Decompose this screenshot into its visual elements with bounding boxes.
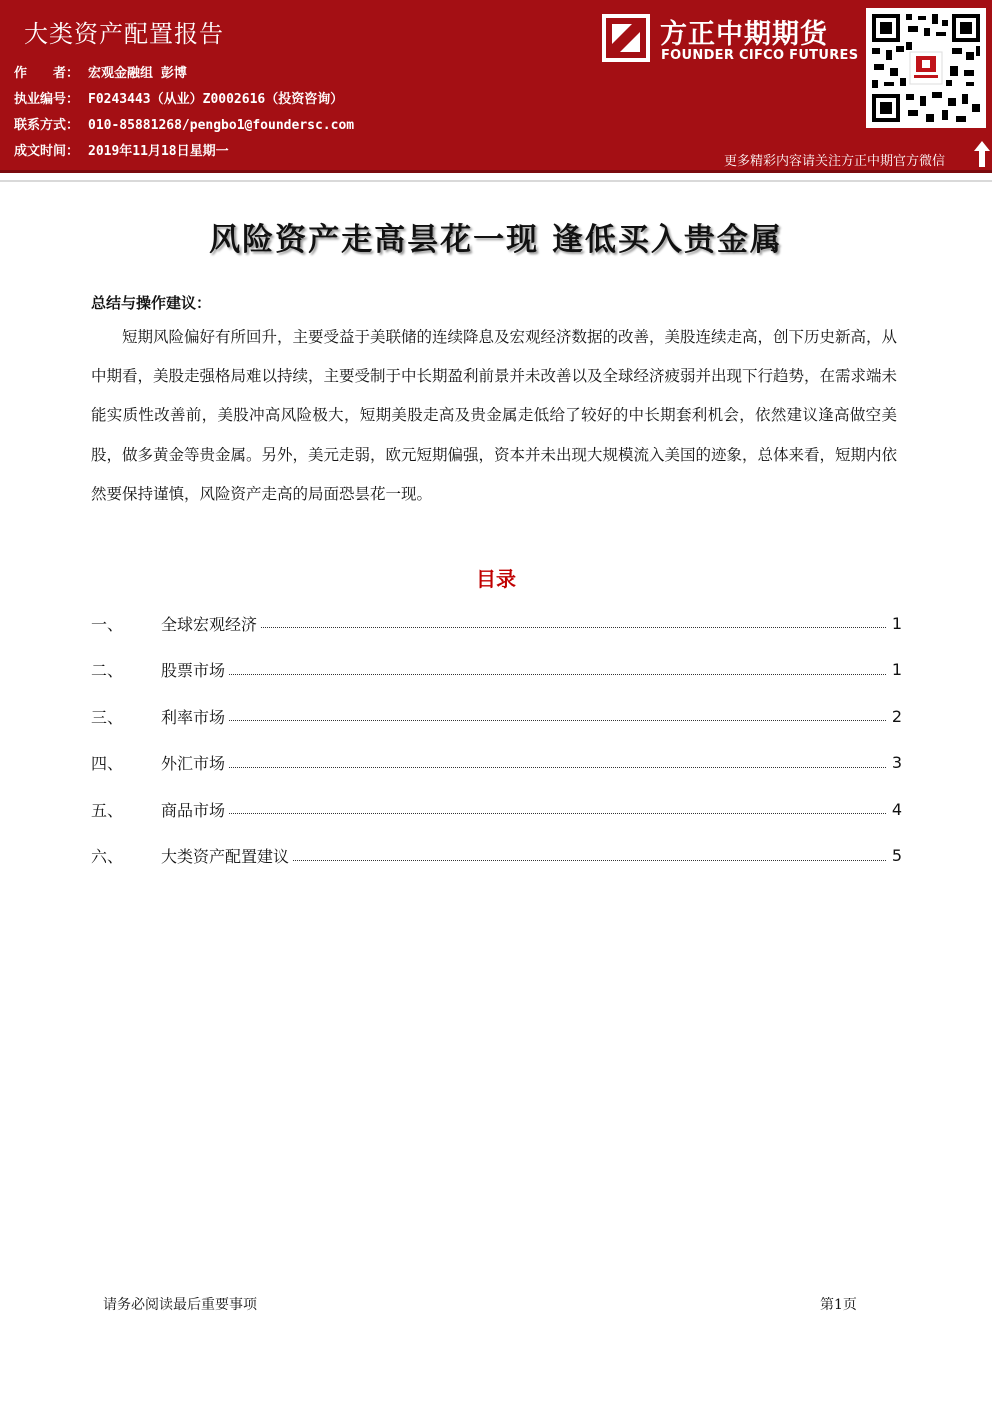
toc-item[interactable] [91, 833, 902, 880]
summary-heading: 总结与操作建议： [91, 294, 212, 312]
meta-key: 联系方式： [14, 118, 80, 133]
qr-code-icon [866, 8, 986, 128]
toc-page: 5 [891, 846, 902, 866]
toc-leader [261, 626, 886, 628]
arrow-up-icon [973, 140, 991, 168]
toc-label: 全球宏观经济 [161, 614, 258, 634]
meta-value: 010-85881268/pengbo1@foundersc.com [88, 118, 355, 133]
toc-label: 商品市场 [161, 800, 226, 820]
toc-leader [229, 673, 886, 675]
meta-author [14, 62, 187, 81]
toc-page: 2 [891, 706, 902, 726]
toc-label: 大类资产配置建议 [161, 847, 290, 867]
toc-label: 外汇市场 [161, 754, 226, 774]
meta-key: 执业编号： [14, 92, 80, 107]
toc-number: 五、 [91, 800, 124, 820]
footer-notice: 请务必阅读最后重要事项 [103, 1297, 257, 1313]
meta-contact [14, 114, 354, 133]
meta-date [14, 140, 229, 159]
toc-number: 四、 [91, 754, 124, 774]
header-divider [0, 170, 992, 173]
meta-key: 成文时间： [14, 144, 80, 159]
toc-leader [229, 812, 886, 814]
toc-item[interactable] [91, 600, 902, 647]
report-header [0, 0, 992, 170]
toc-page: 4 [891, 799, 902, 819]
meta-value: F0243443（从业）Z0002616（投资咨询） [88, 92, 344, 107]
footer-page-number: 第1页 [820, 1297, 857, 1313]
toc-leader [293, 859, 886, 861]
toc-label: 利率市场 [161, 707, 226, 727]
meta-license [14, 88, 343, 107]
report-type: 大类资产配置报告 [24, 20, 224, 48]
wechat-follow-note: 更多精彩内容请关注方正中期官方微信 [724, 154, 946, 169]
toc-leader [229, 766, 886, 768]
toc-number: 二、 [91, 661, 124, 681]
founder-logo-icon [602, 14, 650, 62]
toc-number: 一、 [91, 614, 124, 634]
toc-number: 三、 [91, 707, 124, 727]
summary-paragraph: 短期风险偏好有所回升，主要受益于美联储的连续降息及宏观经济数据的改善，美股连续走高，创下历史新高，从中期看，美股走强格局难以持续，主要受制于中长期盈利前景并未改善以及全球经济疲弱并出现下行趋势，在需求端未能实质性改善前，美股冲高风险极大，短期美股走高及贵金属走低给了较好的中长期套利机会，依然建议逢高做空美股，做多黄金等贵金属。另外，美元走弱，欧元短期偏强，资本并未出现大规模流入美国的迹象，总体来看，短期内依然要保持谨慎，风险资产走高的局面恐昙花一现。 [91, 328, 898, 503]
gray-divider [0, 180, 992, 182]
meta-value: 2019年11月18日星期一 [88, 144, 229, 159]
toc-page: 1 [891, 613, 902, 633]
toc-label: 股票市场 [161, 661, 226, 681]
brand-name-cn: 方正中期期货 [660, 19, 828, 50]
toc-item[interactable] [91, 786, 902, 833]
toc-item[interactable] [91, 647, 902, 694]
toc-item[interactable] [91, 740, 902, 787]
meta-value: 宏观金融组 彭博 [88, 66, 187, 81]
table-of-contents [91, 600, 902, 879]
toc-heading: 目录 [476, 567, 516, 591]
toc-leader [229, 719, 886, 721]
brand-name-en: FOUNDER CIFCO FUTURES [661, 48, 859, 63]
toc-page: 1 [891, 660, 902, 680]
meta-key: 作 者： [14, 66, 80, 81]
toc-page: 3 [891, 753, 902, 773]
toc-item[interactable] [91, 693, 902, 740]
toc-number: 六、 [91, 847, 124, 867]
report-title: 风险资产走高昙花一现 逢低买入贵金属 [209, 222, 783, 258]
